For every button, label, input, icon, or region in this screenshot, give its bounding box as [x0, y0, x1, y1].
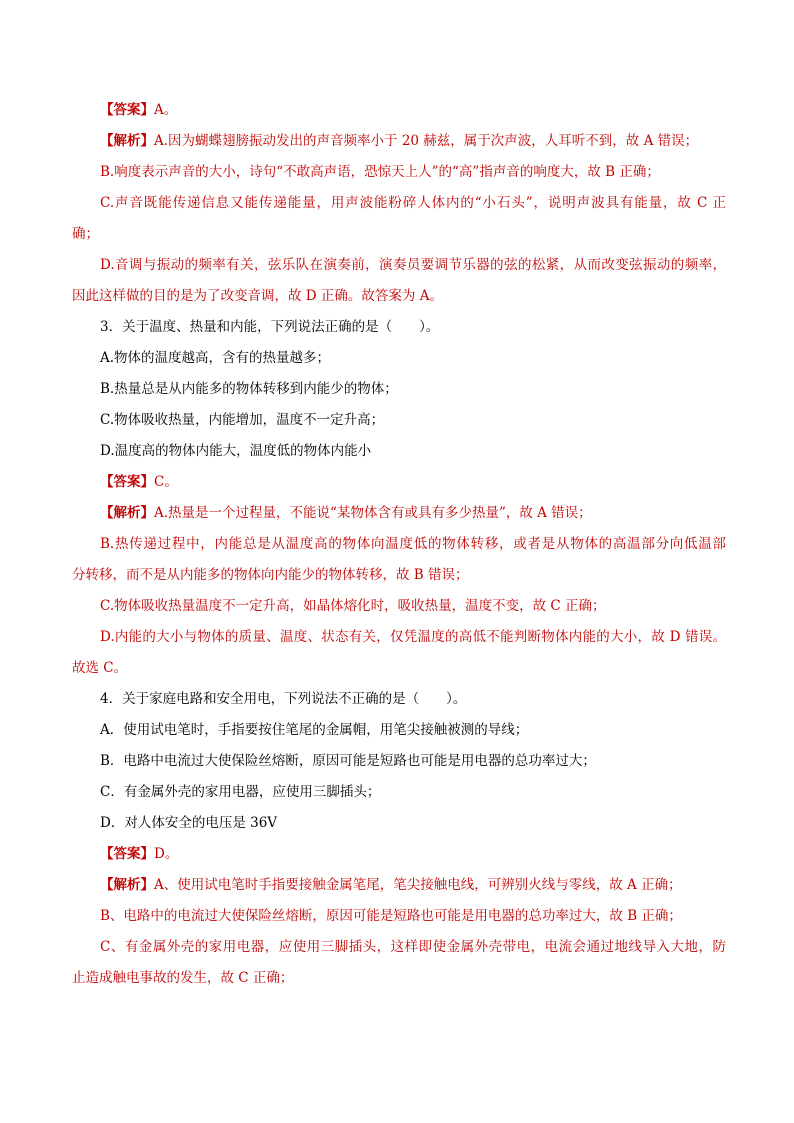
answer-tag: 【答案】 [100, 474, 154, 490]
explanation-text: C、有金属外壳的家用电器，应使用三脚插头，这样即使金属外壳带电，电流会通过地线导入大地，防 [100, 939, 726, 955]
explanation-line [72, 250, 726, 281]
answer-text: C。 [154, 474, 178, 490]
answer-text: D。 [154, 846, 179, 862]
option-text: D．对人体安全的电压是 36V [100, 815, 278, 831]
option-text: C.物体吸收热量，内能增加，温度不一定升高； [100, 412, 385, 428]
analysis-line [72, 498, 726, 529]
explanation-text: C.物体吸收热量温度不一定升高，如晶体熔化时，吸收热量，温度不变，故 C 正确； [100, 598, 606, 614]
analysis-line [72, 870, 726, 901]
explanation-text: 因此这样做的目的是为了改变音调，故 D 正确。故答案为 A。 [72, 288, 443, 304]
option-text: B.热量总是从内能多的物体转移到内能少的物体； [100, 381, 398, 397]
explanation-text: 故选 C。 [72, 660, 128, 676]
explanation-text: B、电路中的电流过大使保险丝熔断，原因可能是短路也可能是用电器的总功率过大，故 B 正确； [100, 908, 682, 924]
answer-line [72, 467, 726, 498]
question-option [72, 436, 726, 467]
analysis-line [72, 126, 726, 157]
question-option [72, 374, 726, 405]
analysis-text: A、使用试电笔时手指要接触金属笔尾，笔尖接触电线，可辨别火线与零线，故 A 正确； [154, 877, 682, 893]
explanation-line [72, 932, 726, 963]
explanation-line [72, 901, 726, 932]
explanation-continuation [72, 653, 726, 684]
analysis-tag: 【解析】 [100, 505, 154, 521]
explanation-text: D.音调与振动的频率有关，弦乐队在演奏前，演奏员要调节乐器的弦的松紧，从而改变弦振动的频率， [100, 257, 726, 273]
answer-tag: 【答案】 [100, 846, 154, 862]
explanation-text: D.内能的大小与物体的质量、温度、状态有关，仅凭温度的高低不能判断物体内能的大小，故 D 错误。 [100, 629, 726, 645]
explanation-continuation [72, 281, 726, 312]
explanation-text: 分转移，而不是从内能多的物体向内能少的物体转移，故 B 错误； [72, 567, 469, 583]
explanation-text: C.声音既能传递信息又能传递能量，用声波能粉碎人体内的“小石头”，说明声波具有能量，故 C 正 [100, 195, 726, 211]
answer-line [72, 839, 726, 870]
question-option [72, 746, 726, 777]
explanation-continuation [72, 219, 726, 250]
option-text: A．使用试电笔时，手指要按住笔尾的金属帽，用笔尖接触被测的导线； [100, 722, 529, 738]
document-body [72, 95, 726, 994]
analysis-text: A.热量是一个过程量，不能说“某物体含有或具有多少热量”，故 A 错误； [154, 505, 592, 521]
explanation-text: B.热传递过程中，内能总是从温度高的物体向温度低的物体转移，或者是从物体的高温部分向低温部 [100, 536, 726, 552]
analysis-tag: 【解析】 [100, 133, 154, 149]
explanation-continuation [72, 963, 726, 994]
option-text: D.温度高的物体内能大，温度低的物体内能小 [100, 443, 372, 459]
explanation-line [72, 188, 726, 219]
analysis-tag: 【解析】 [100, 877, 154, 893]
answer-line [72, 95, 726, 126]
answer-text: A。 [154, 102, 178, 118]
explanation-text: 确； [72, 226, 99, 242]
explanation-line [72, 591, 726, 622]
question-option [72, 715, 726, 746]
option-text: B．电路中电流过大使保险丝熔断，原因可能是短路也可能是用电器的总功率过大； [100, 753, 596, 769]
analysis-text: A.因为蝴蝶翅膀振动发出的声音频率小于 20 赫兹，属于次声波，人耳听不到，故 A 错误； [154, 133, 699, 149]
explanation-line [72, 622, 726, 653]
option-text: C．有金属外壳的家用电器，应使用三脚插头； [100, 784, 381, 800]
question-text: 3．关于温度、热量和内能，下列说法正确的是（ ）。 [100, 319, 440, 335]
question-option [72, 343, 726, 374]
explanation-continuation [72, 560, 726, 591]
question-stem [72, 684, 726, 715]
explanation-text: B.响度表示声音的大小，诗句“不敢高声语，恐惊天上人”的“高”指声音的响度大，故 B 正确； [100, 164, 660, 180]
question-option [72, 808, 726, 839]
question-stem [72, 312, 726, 343]
explanation-text: 止造成触电事故的发生，故 C 正确； [72, 970, 294, 986]
explanation-line [72, 157, 726, 188]
answer-tag: 【答案】 [100, 102, 154, 118]
option-text: A.物体的温度越高，含有的热量越多； [100, 350, 331, 366]
explanation-line [72, 529, 726, 560]
question-option [72, 777, 726, 808]
question-text: 4．关于家庭电路和安全用电，下列说法不正确的是（ ）。 [100, 691, 467, 707]
question-option [72, 405, 726, 436]
